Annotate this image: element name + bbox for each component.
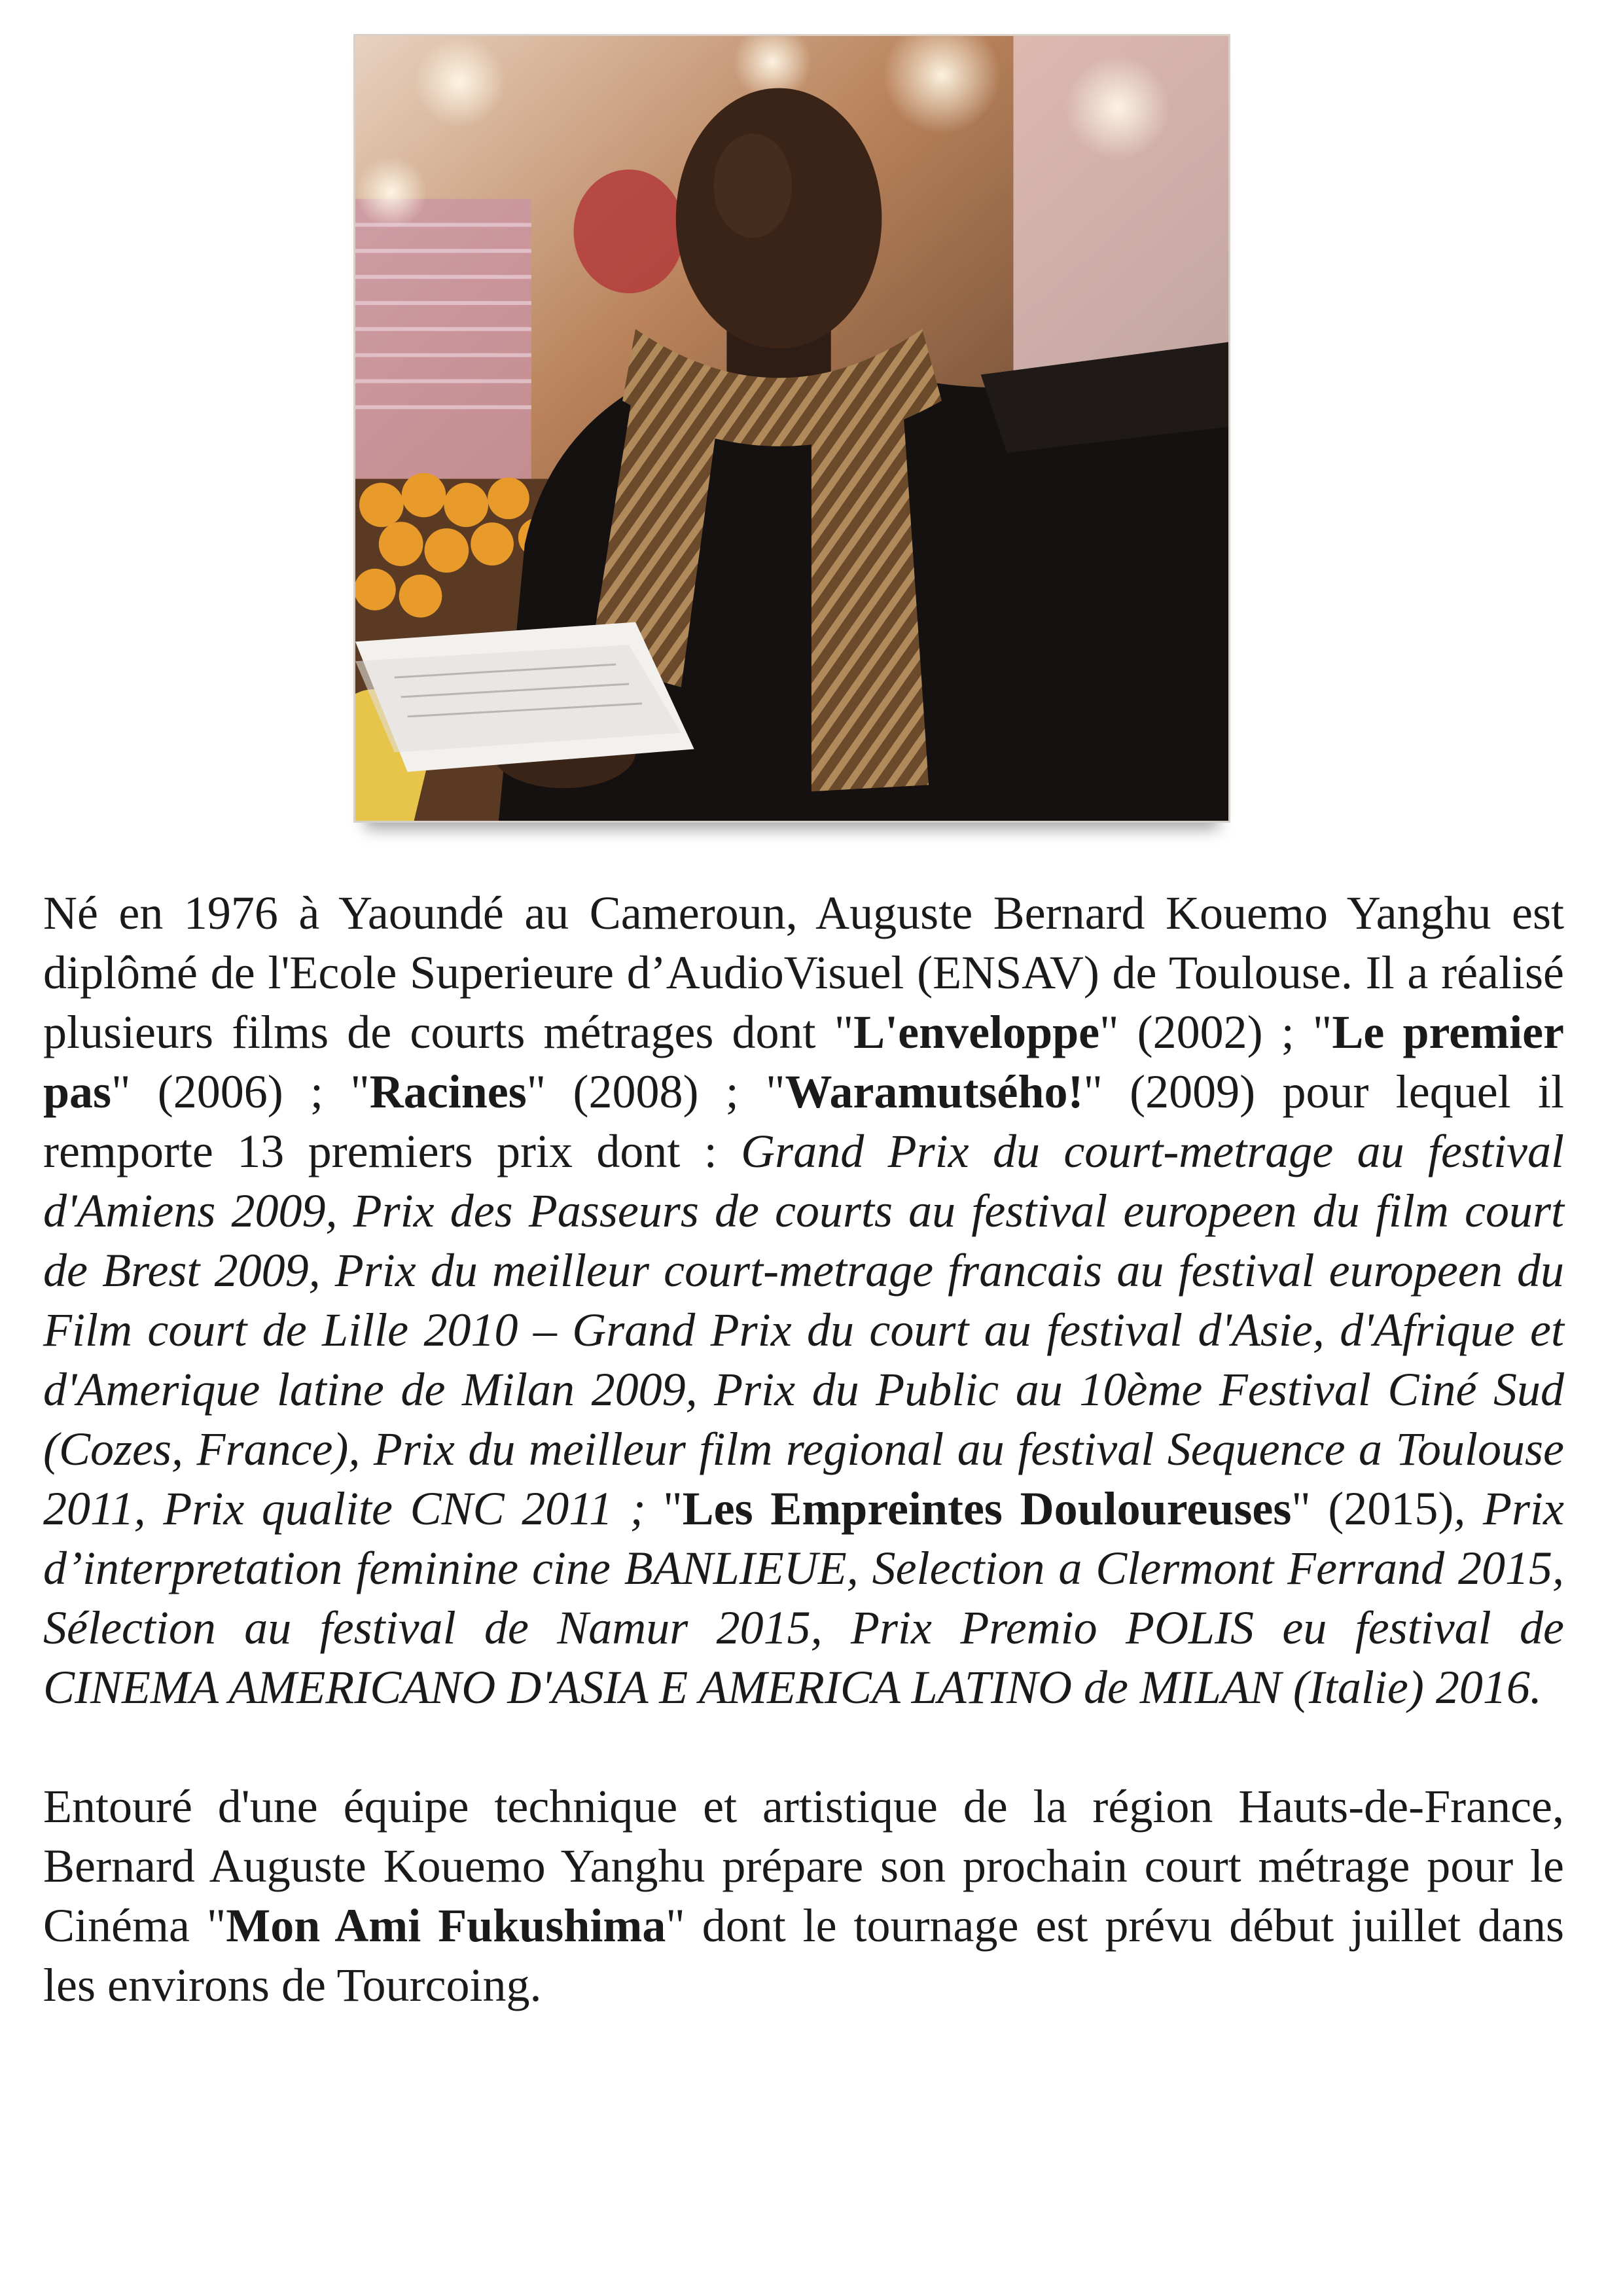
bio-text: " dont le tournage est prévu début juillet dans les environs de Tourcoing. [43, 1899, 1565, 2011]
bio-paragraph-1 [43, 884, 1564, 1717]
film-title: Waramutsého! [785, 1066, 1084, 1118]
film-title: Mon Ami Fukushima [226, 1899, 666, 1952]
bio-text: Entouré d'une équipe technique et artistique de la région Hauts-de-France, Bernard Auguste Kouemo Yanghu prépare son prochain court métrage pour le Cinéma " [43, 1780, 1564, 1952]
portrait-photo [353, 34, 1230, 823]
film-title: Le premier pas [43, 1006, 1565, 1118]
film-title: Racines [369, 1066, 527, 1118]
portrait-image [355, 36, 1228, 821]
bio-text: " (2002) ; " [1099, 1006, 1332, 1058]
film-title: Les Empreintes Douloureuses [682, 1482, 1292, 1535]
bio-text: Né en 1976 à Yaoundé au Cameroun, Auguste Bernard Kouemo Yanghu est diplômé de l'Ecole Superieure d’AudioVisuel (ENSAV) de Toulouse. Il a réalisé plusieurs films de courts métrages dont " [43, 887, 1564, 1058]
biography [43, 884, 1564, 2015]
bio-text: " (2009) pour lequel il remporte 13 premiers prix dont : [43, 1066, 1565, 1177]
awards-list: Grand Prix du court-metrage au festival d'Amiens 2009, Prix des Passeurs de courts au festival europeen du film court de Brest 2009, Prix du meilleur court-metrage francais au festival europeen du Film court de Lille 2010 – Grand Prix du court au festival d'Asie, d'Afrique et d'Amerique latine de Milan 2009, Prix du Public au 10ème Festival Ciné Sud (Cozes, France), Prix du meilleur film regional au festival Sequence a Toulouse 2011, Prix qualite CNC 2011 ; [43, 1125, 1564, 1535]
film-title: L'enveloppe [853, 1006, 1100, 1058]
awards-list: , Prix d’interpretation feminine cine BANLIEUE, Selection a Clermont Ferrand 2015, Sélection au festival de Namur 2015, Prix Premio POLIS eu festival de CINEMA AMERICANO D'ASIA E AMERICA LATINO de MILAN (Italie) 2016. [43, 1482, 1564, 1713]
bio-text: " [663, 1482, 683, 1535]
bio-text: " (2015) [1291, 1482, 1454, 1535]
bio-text: " (2008) ; " [526, 1066, 785, 1118]
bio-paragraph-2 [43, 1777, 1564, 2015]
bio-text: " (2006) ; " [111, 1066, 370, 1118]
